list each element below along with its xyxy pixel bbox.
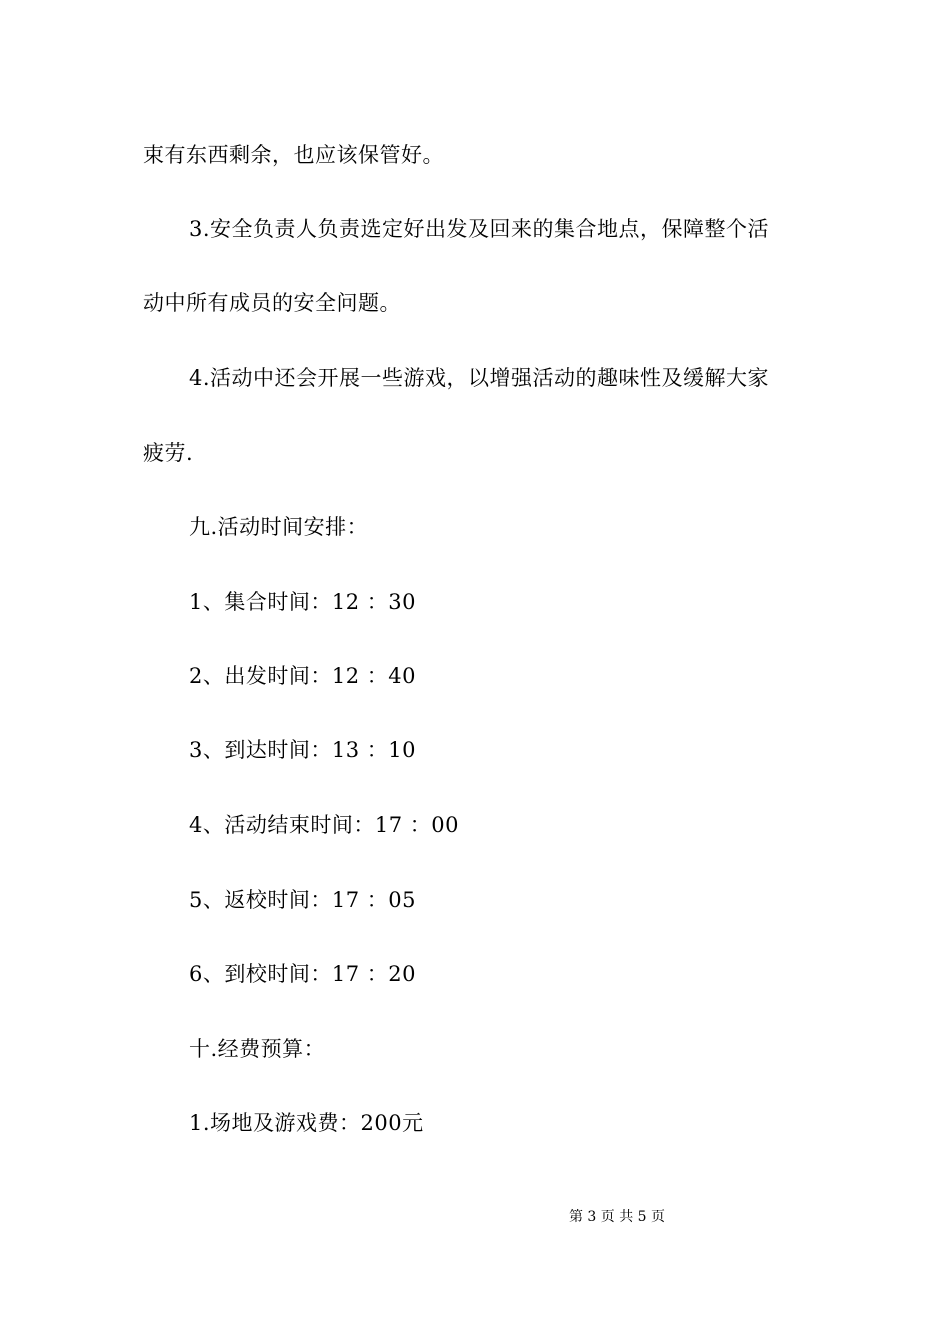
section-heading: 十.经费预算： xyxy=(189,1037,326,1061)
schedule-item: 1、集合时间：12 ：30 xyxy=(189,590,416,614)
paragraph-line: 3.安全负责人负责选定好出发及回来的集合地点，保障整个活 xyxy=(189,217,770,241)
paragraph-line: 束有东西剩余，也应该保管好。 xyxy=(143,143,444,167)
paragraph-line: 疲劳. xyxy=(143,441,194,465)
schedule-item: 4、活动结束时间：17 ：00 xyxy=(189,813,459,837)
section-heading: 九.活动时间安排： xyxy=(189,515,369,539)
schedule-item: 5、返校时间：17 ：05 xyxy=(189,888,416,912)
budget-item: 1.场地及游戏费：200元 xyxy=(189,1111,424,1135)
page-footer xyxy=(0,1207,950,1227)
paragraph-line: 动中所有成员的安全问题。 xyxy=(143,291,401,315)
paragraph-line: 4.活动中还会开展一些游戏，以增强活动的趣味性及缓解大家 xyxy=(189,366,770,390)
page-number: 第 3 页 共 5 页 xyxy=(568,1209,666,1225)
schedule-item: 2、出发时间：12 ：40 xyxy=(189,664,416,688)
schedule-item: 6、到校时间：17 ：20 xyxy=(189,962,416,986)
schedule-item: 3、到达时间：13 ：10 xyxy=(189,738,416,762)
